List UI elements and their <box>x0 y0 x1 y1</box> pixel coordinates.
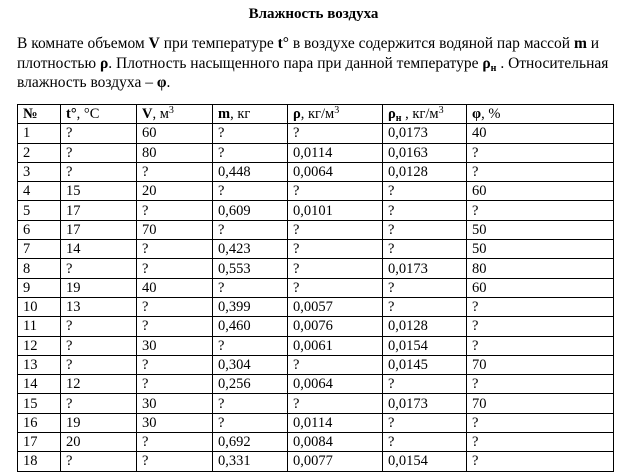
volume-symbol: V <box>148 35 160 52</box>
cell-humidity: ? <box>467 336 614 355</box>
cell-temperature: 13 <box>61 297 137 316</box>
cell-mass: 0,460 <box>213 317 288 336</box>
cell-humidity: ? <box>467 201 614 220</box>
density-symbol: ρ <box>99 54 109 72</box>
cell-volume: 70 <box>137 220 213 239</box>
cell-density: ? <box>288 259 383 278</box>
cell-mass: 0,304 <box>213 355 288 374</box>
cell-number: 18 <box>18 452 61 471</box>
cell-density: 0,0064 <box>288 162 383 181</box>
table-header-row <box>18 105 614 124</box>
cell-volume: 30 <box>137 394 213 413</box>
table-row <box>18 220 614 239</box>
cell-mass: 0,553 <box>213 259 288 278</box>
table-row <box>18 143 614 162</box>
cell-volume: ? <box>137 240 213 259</box>
cell-volume: 20 <box>137 182 213 201</box>
cell-density: 0,0101 <box>288 201 383 220</box>
cell-mass: 0,692 <box>213 433 288 452</box>
table-row <box>18 317 614 336</box>
header-density: ρ, $кг/м^3$ <box>288 105 383 124</box>
cell-saturated-density: 0,0128 <box>383 317 467 336</box>
mass-symbol: m <box>573 35 587 52</box>
cell-mass: ? <box>213 124 288 143</box>
cell-density: 0,0077 <box>288 452 383 471</box>
cell-humidity: ? <box>467 143 614 162</box>
cell-density: ? <box>288 124 383 143</box>
header-saturated-density: $\rho_н$ , $кг/м^3$ <box>383 105 467 124</box>
cell-humidity: ? <box>467 413 614 432</box>
cell-humidity: 40 <box>467 124 614 143</box>
cell-saturated-density: 0,0145 <box>383 355 467 374</box>
cell-density: 0,0064 <box>288 375 383 394</box>
cell-volume: ? <box>137 317 213 336</box>
cell-volume: ? <box>137 355 213 374</box>
table-row <box>18 452 614 471</box>
cell-temperature: 20 <box>61 433 137 452</box>
statement-text: в воздухе содержится водяной пар массой <box>288 35 574 52</box>
cell-number: 3 <box>18 162 61 181</box>
cell-density: 0,0114 <box>288 143 383 162</box>
cell-temperature: ? <box>61 317 137 336</box>
cell-humidity: 70 <box>467 355 614 374</box>
cell-mass: ? <box>213 394 288 413</box>
humidity-symbol: φ <box>156 74 167 91</box>
statement-text: В комнате объемом <box>17 35 149 52</box>
cell-temperature: 17 <box>61 201 137 220</box>
table-row <box>18 297 614 316</box>
cell-temperature: ? <box>61 336 137 355</box>
table-row <box>18 124 614 143</box>
cell-volume: ? <box>137 452 213 471</box>
cell-saturated-density: 0,0173 <box>383 124 467 143</box>
cell-mass: 0,423 <box>213 240 288 259</box>
cell-density: 0,0057 <box>288 297 383 316</box>
header-mass: m, кг <box>213 105 288 124</box>
header-volume: V, $м^3$ <box>137 105 213 124</box>
header-number: № <box>18 105 61 124</box>
cell-saturated-density: ? <box>383 278 467 297</box>
cell-density: ? <box>288 355 383 374</box>
table-row <box>18 375 614 394</box>
cell-number: 7 <box>18 240 61 259</box>
cell-volume: ? <box>137 162 213 181</box>
cell-humidity: ? <box>467 452 614 471</box>
cell-saturated-density: ? <box>383 375 467 394</box>
cell-number: 1 <box>18 124 61 143</box>
cell-volume: ? <box>137 433 213 452</box>
cell-saturated-density: 0,0173 <box>383 259 467 278</box>
cell-humidity: 80 <box>467 259 614 278</box>
table-row <box>18 278 614 297</box>
cell-saturated-density: ? <box>383 433 467 452</box>
table-row <box>18 336 614 355</box>
page-title: Влажность воздуха <box>248 6 379 22</box>
temperature-symbol: t° <box>277 35 289 52</box>
cell-temperature: ? <box>61 452 137 471</box>
cell-density: 0,0084 <box>288 433 383 452</box>
cell-volume: 30 <box>137 413 213 432</box>
statement-text: . Относительная влажность воздуха – <box>17 54 609 91</box>
cell-humidity: ? <box>467 375 614 394</box>
table-row <box>18 162 614 181</box>
humidity-table <box>17 104 614 472</box>
cell-density: ? <box>288 394 383 413</box>
cell-density: ? <box>288 182 383 201</box>
cell-volume: ? <box>137 297 213 316</box>
cell-humidity: 70 <box>467 394 614 413</box>
table-row <box>18 394 614 413</box>
cell-number: 13 <box>18 355 61 374</box>
cell-temperature: ? <box>61 259 137 278</box>
cell-saturated-density: 0,0154 <box>383 336 467 355</box>
cell-temperature: 15 <box>61 182 137 201</box>
cell-humidity: ? <box>467 297 614 316</box>
cell-temperature: 19 <box>61 278 137 297</box>
statement-text: при температуре <box>159 35 278 52</box>
cell-number: 9 <box>18 278 61 297</box>
cell-temperature: ? <box>61 124 137 143</box>
cell-saturated-density: ? <box>383 182 467 201</box>
cell-number: 6 <box>18 220 61 239</box>
table-row <box>18 433 614 452</box>
statement-text: . <box>166 74 171 91</box>
cell-temperature: 19 <box>61 413 137 432</box>
cell-volume: 30 <box>137 336 213 355</box>
cell-mass: ? <box>213 182 288 201</box>
table-row <box>18 355 614 374</box>
cell-mass: 0,256 <box>213 375 288 394</box>
table-row <box>18 259 614 278</box>
cell-saturated-density: 0,0128 <box>383 162 467 181</box>
cell-density: 0,0114 <box>288 413 383 432</box>
cell-saturated-density: ? <box>383 413 467 432</box>
cell-saturated-density: ? <box>383 220 467 239</box>
cell-density: ? <box>288 240 383 259</box>
cell-temperature: 12 <box>61 375 137 394</box>
cell-volume: ? <box>137 201 213 220</box>
cell-mass: ? <box>213 413 288 432</box>
cell-humidity: 60 <box>467 278 614 297</box>
cell-mass: ? <box>213 336 288 355</box>
cell-volume: 60 <box>137 124 213 143</box>
table-body <box>18 124 614 471</box>
cell-saturated-density: 0,0154 <box>383 452 467 471</box>
cell-mass: 0,448 <box>213 162 288 181</box>
cell-mass: 0,609 <box>213 201 288 220</box>
statement-text: и плотностью <box>17 35 600 72</box>
table-row <box>18 413 614 432</box>
cell-saturated-density: 0,0163 <box>383 143 467 162</box>
cell-density: ? <box>288 220 383 239</box>
cell-temperature: ? <box>61 394 137 413</box>
cell-temperature: ? <box>61 162 137 181</box>
cell-temperature: 17 <box>61 220 137 239</box>
cell-mass: ? <box>213 278 288 297</box>
saturated-density-symbol: $\rho_н$ <box>482 54 497 74</box>
cell-mass: ? <box>213 220 288 239</box>
cell-number: 4 <box>18 182 61 201</box>
cell-volume: ? <box>137 259 213 278</box>
statement-text: . Плотность насыщенного пара при данной температуре <box>108 54 483 72</box>
cell-humidity: ? <box>467 317 614 336</box>
cell-number: 2 <box>18 143 61 162</box>
header-temperature: t°, °C <box>61 105 137 124</box>
table-row <box>18 201 614 220</box>
cell-density: ? <box>288 278 383 297</box>
cell-humidity: ? <box>467 162 614 181</box>
cell-mass: 0,331 <box>213 452 288 471</box>
cell-density: 0,0076 <box>288 317 383 336</box>
table-row <box>18 240 614 259</box>
cell-number: 5 <box>18 201 61 220</box>
cell-number: 8 <box>18 259 61 278</box>
cell-temperature: 14 <box>61 240 137 259</box>
table-row <box>18 182 614 201</box>
cell-temperature: ? <box>61 143 137 162</box>
cell-number: 12 <box>18 336 61 355</box>
problem-statement <box>17 34 623 93</box>
header-relative-humidity: φ, % <box>467 105 614 124</box>
cell-number: 10 <box>18 297 61 316</box>
cell-volume: 80 <box>137 143 213 162</box>
cell-saturated-density: ? <box>383 297 467 316</box>
cell-saturated-density: ? <box>383 201 467 220</box>
cell-number: 17 <box>18 433 61 452</box>
cell-humidity: 60 <box>467 182 614 201</box>
cell-humidity: 50 <box>467 220 614 239</box>
cell-saturated-density: ? <box>383 240 467 259</box>
cell-volume: ? <box>137 375 213 394</box>
cell-temperature: ? <box>61 355 137 374</box>
cell-number: 16 <box>18 413 61 432</box>
cell-humidity: ? <box>467 433 614 452</box>
cell-number: 11 <box>18 317 61 336</box>
cell-number: 15 <box>18 394 61 413</box>
cell-volume: 40 <box>137 278 213 297</box>
cell-number: 14 <box>18 375 61 394</box>
cell-mass: 0,399 <box>213 297 288 316</box>
cell-saturated-density: 0,0173 <box>383 394 467 413</box>
cell-density: 0,0061 <box>288 336 383 355</box>
cell-mass: ? <box>213 143 288 162</box>
cell-humidity: 50 <box>467 240 614 259</box>
